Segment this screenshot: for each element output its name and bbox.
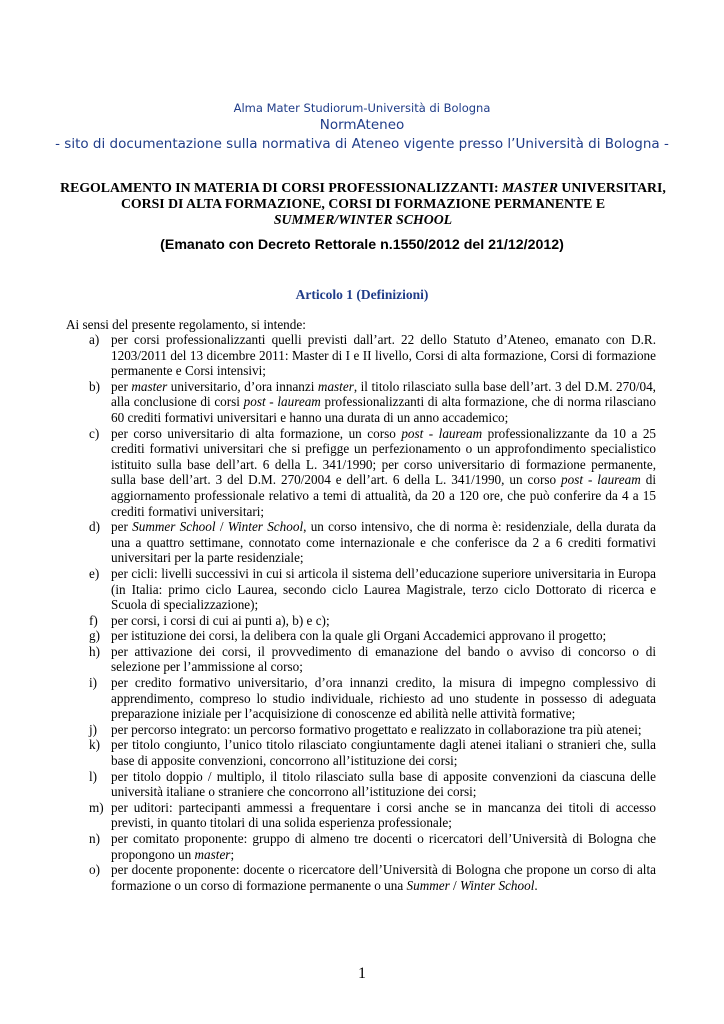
- list-item: a) per corsi professionalizzanti quelli previsti dall’art. 22 dello Statuto d’Ateneo, emanato con D.R. 1203/2011 del 13 dicembre 2011: Master di I e II livello, Corsi di alta formazione, Corsi di formazione permanente e Corsi intensivi;: [89, 332, 656, 379]
- list-item: k) per titolo congiunto, l’unico titolo rilasciato congiuntamente dagli atenei italiani o stranieri che, sulla base di apposite convenzioni, concorrono all’istituzione dei corsi;: [89, 737, 656, 769]
- list-item: j) per percorso integrato: un percorso formativo progettato e realizzato in collaborazione tra più atenei;: [89, 721, 642, 737]
- page-number: 1: [358, 965, 366, 982]
- document-title: REGOLAMENTO IN MATERIA DI CORSI PROFESSIONALIZZANTI: MASTER UNIVERSITARI, CORSI DI ALTA FORMAZIONE, CORSI DI FORMAZIONE PERMANENTE E SUMMER/WINTER SCHOOL: [60, 180, 666, 227]
- list-item: m) per uditori: partecipanti ammessi a frequentare i corsi anche se in mancanza dei titoli di accesso previsti, in quanto titolari di una solida esperienza professionale;: [89, 799, 656, 831]
- list-item: f) per corsi, i corsi di cui ai punti a), b) e c);: [89, 612, 330, 628]
- header-institution: Alma Mater Studiorum-Università di Bologna: [233, 101, 491, 115]
- decree-line: (Emanato con Decreto Rettorale n.1550/2012 del 21/12/2012): [160, 237, 564, 253]
- list-item: d) per Summer School / Winter School, un corso intensivo, che di norma è: residenziale, della durata da una a quattro settimane, connotato come internazionale e che conferisce da 2 a 6 crediti formativi universitari per la parte residenziale;: [89, 519, 656, 566]
- list-item: l) per titolo doppio / multiplo, il titolo rilasciato sulla base di apposite convenzioni da ciascuna delle università italiane o straniere che concorrono all’istituzione dei corsi;: [89, 768, 656, 800]
- list-item: b) per master universitario, d’ora innanzi master, il titolo rilasciato sulla base dell’art. 3 del D.M. 270/04, alla conclusione di corsi post - lauream professionalizzanti di alta formazione, che di norma rilasciano 60 crediti formativi universitari e hanno una durata di un anno accademico;: [89, 378, 656, 425]
- list-item: c) per corso universitario di alta formazione, un corso post - lauream professionalizzante da 10 a 25 crediti formativi universitari che si prefigge un perfezionamento o un approfondimento specialistico istituito sulla base dell’art. 6 della L. 341/1990; per corso universitario di formazione permanente, sulla base dell’art. 3 del D.M. 270/2004 e dell’art. 6 della L. 341/1990, un corso post - lauream di aggiornamento professionale relativo a temi di attualità, da 20 a 120 ore, che può conferire da 4 a 15 crediti formativi universitari;: [89, 425, 657, 519]
- definitions-list: [66, 332, 656, 893]
- header-site-description: - sito di documentazione sulla normativa di Ateneo vigente presso l’Università di Bologna -: [55, 136, 669, 152]
- list-item: e) per cicli: livelli successivi in cui si articola il sistema dell’educazione superiore universitaria in Europa (in Italia: primo ciclo Laurea, secondo ciclo Laurea Magistrale, terzo ciclo Dottorato di ricerca e Scuola di specializzazione);: [89, 565, 656, 613]
- list-item: n) per comitato proponente: gruppo di almeno tre docenti o ricercatori dell’Università di Bologna che propongono un master;: [89, 831, 656, 862]
- intro-text: Ai sensi del presente regolamento, si intende:: [66, 317, 306, 332]
- list-item: o) per docente proponente: docente o ricercatore dell’Università di Bologna che propone un corso di alta formazione o un corso di formazione permanente o una Summer / Winter School.: [89, 862, 656, 893]
- list-item: g) per istituzione dei corsi, la delibera con la quale gli Organi Accademici approvano il progetto;: [89, 628, 607, 644]
- list-item: i) per credito formativo universitario, d’ora innanzi credito, la misura di impegno complessivo di apprendimento, compreso lo studio individuale, richiesto ad uno studente in possesso di adeguata preparazione iniziale per l’acquisizione di conoscenze ed abilità nelle attività formative;: [89, 675, 656, 722]
- header-site-name: NormAteneo: [319, 117, 405, 133]
- list-item: h) per attivazione dei corsi, il provvedimento di emanazione del bando o avviso di concorso o di selezione per l’ammissione al corso;: [89, 643, 656, 675]
- article-title: Articolo 1 (Definizioni): [295, 287, 429, 302]
